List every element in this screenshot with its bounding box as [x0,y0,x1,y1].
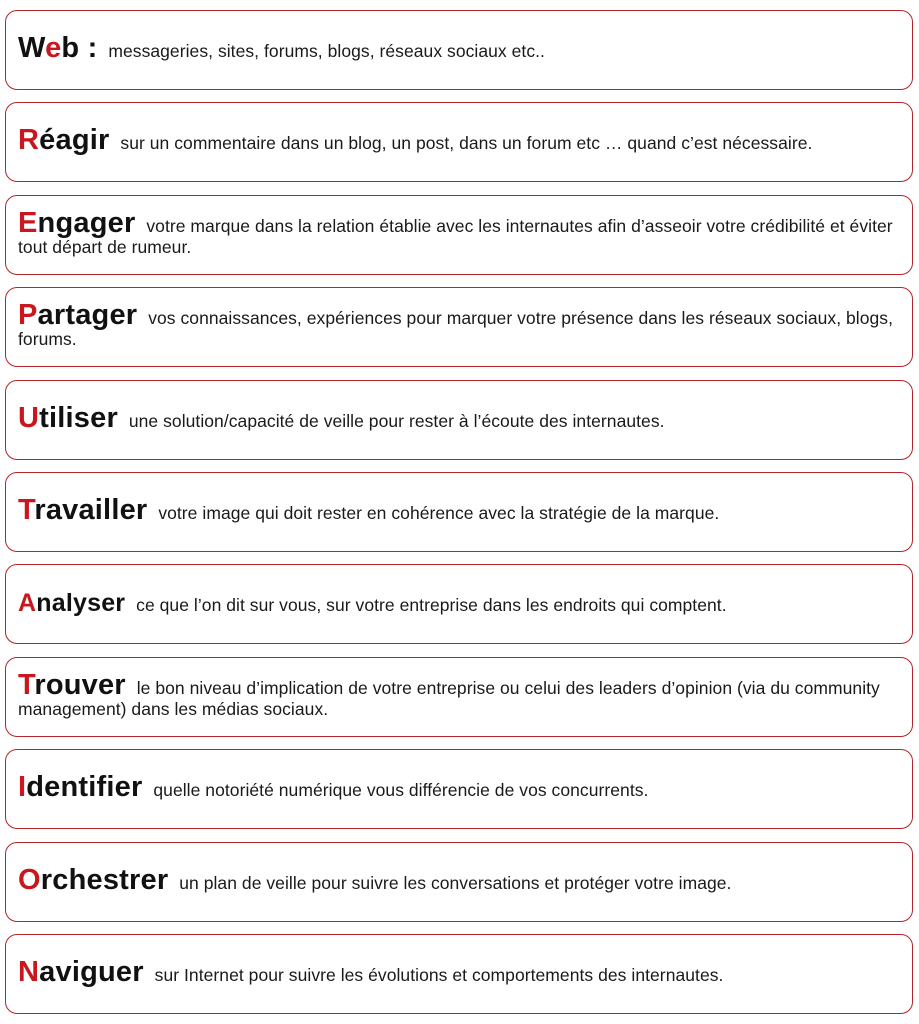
description-analyser: ce que l’on dit sur vous, sur votre entreprise dans les endroits qui comptent. [136,594,727,615]
keyword-travailler-rest: ravailler [34,494,148,526]
keyword-utiliser-initial: U [18,402,40,434]
keyword-travailler [18,494,147,526]
card-reagir [5,102,913,182]
description-web: messageries, sites, forums, blogs, réseaux sociaux etc.. [108,41,545,61]
keyword-trouver-initial: T [18,668,35,701]
keyword-travailler-initial: T [18,494,35,526]
card-engager [5,195,913,275]
keyword-orchestrer-rest: rchestrer [40,864,169,896]
keyword-reagir [18,124,109,156]
description-travailler: votre image qui doit rester en cohérence avec la stratégie de la marque. [158,503,720,523]
keyword-identifier [18,771,142,803]
keyword-web-mid: e [45,32,62,64]
keyword-analyser [18,589,125,617]
card-analyser [5,564,913,644]
card-identifier-text [18,771,649,803]
card-utiliser [5,380,913,460]
keyword-web-initial: W [18,32,46,64]
description-trouver: le bon niveau d’implication de votre entreprise ou celui des leaders d’opinion (via du community management) dans les médias sociaux. [18,677,880,719]
card-travailler [5,472,913,552]
keyword-engager-initial: E [18,206,38,239]
card-web [5,10,913,90]
keyword-reagir-initial: R [18,124,40,156]
card-trouver-text [18,668,900,720]
card-orchestrer-text [18,864,732,896]
card-reagir-text [18,124,813,156]
description-utiliser: une solution/capacité de veille pour rester à l’écoute des internautes. [128,411,665,431]
card-naviguer [5,934,913,1014]
card-engager-text [18,206,900,258]
keyword-orchestrer [18,864,168,896]
card-partager-text [18,298,900,350]
keyword-orchestrer-initial: O [18,864,41,896]
keyword-utiliser [18,402,118,434]
keyword-identifier-rest: dentifier [26,771,143,803]
keyword-trouver [18,669,126,701]
keyword-analyser-rest: nalyser [36,588,126,617]
keyword-naviguer-rest: aviguer [39,956,144,988]
keyword-engager [18,207,135,239]
keyword-reagir-rest: éagir [39,124,110,156]
description-identifier: quelle notoriété numérique vous différencie de vos concurrents. [153,780,649,800]
card-travailler-text [18,494,720,526]
description-partager: vos connaissances, expériences pour marquer votre présence dans les réseaux sociaux, blogs, forums. [18,307,894,349]
keyword-partager-rest: artager [37,298,138,331]
keyword-web [18,32,97,64]
description-orchestrer: un plan de veille pour suivre les conversations et protéger votre image. [179,873,732,893]
keyword-web-end: b : [61,32,98,64]
card-trouver [5,657,913,737]
keyword-naviguer [18,956,144,988]
card-analyser-text [18,588,727,617]
keyword-partager [18,299,137,331]
description-reagir: sur un commentaire dans un blog, un post, dans un forum etc … quand c’est nécessaire. [120,133,813,153]
keyword-analyser-initial: A [18,588,37,617]
card-naviguer-text [18,956,724,988]
card-web-text [18,32,545,64]
keyword-naviguer-initial: N [18,956,40,988]
keyword-engager-rest: ngager [37,206,136,239]
card-utiliser-text [18,402,665,434]
card-orchestrer [5,842,913,922]
keyword-identifier-initial: I [18,771,27,803]
keyword-utiliser-rest: tiliser [39,402,118,434]
keyword-trouver-rest: rouver [34,668,126,701]
description-engager: votre marque dans la relation établie avec les internautes afin d’asseoir votre crédibilité et éviter tout départ de rumeur. [18,215,893,257]
card-partager [5,287,913,367]
description-naviguer: sur Internet pour suivre les évolutions et comportements des internautes. [154,965,724,985]
keyword-partager-initial: P [18,298,38,331]
card-identifier [5,749,913,829]
